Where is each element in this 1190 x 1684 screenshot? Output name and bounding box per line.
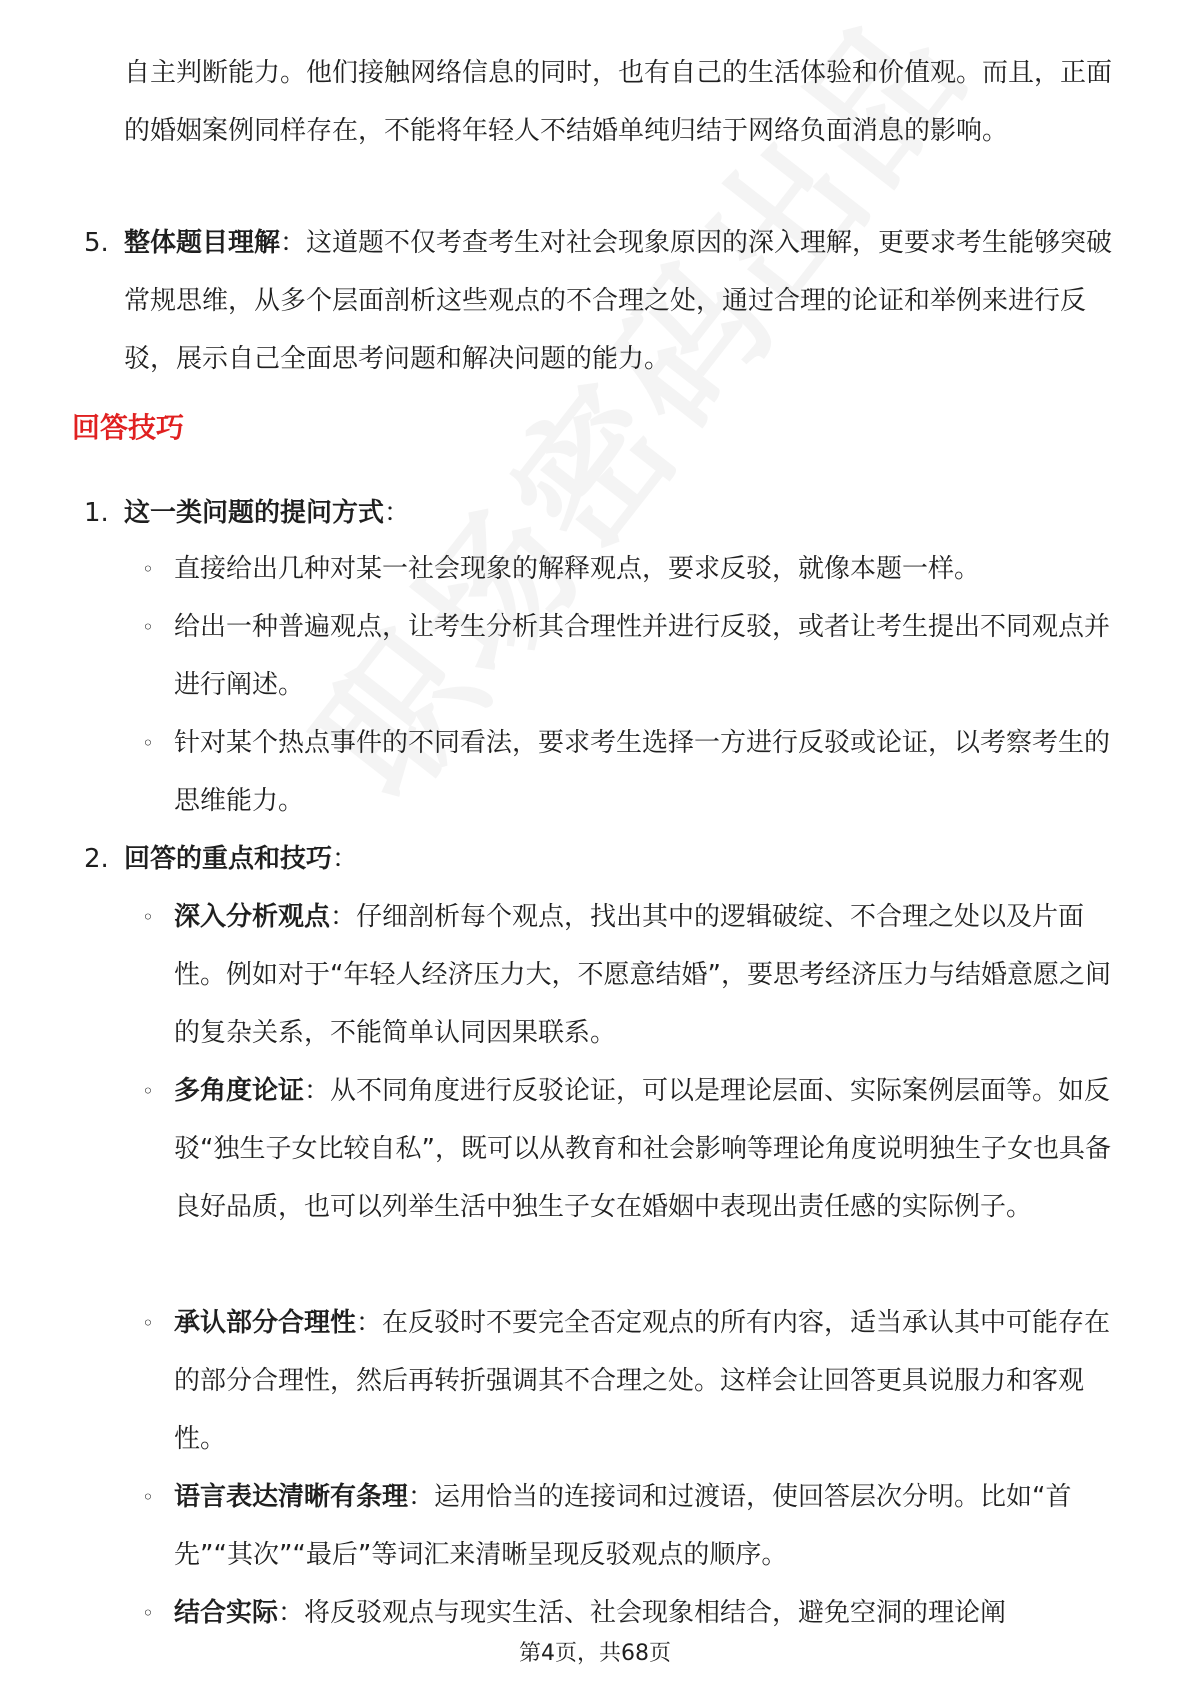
paragraph-continuation: 自主判断能力。他们接触网络信息的同时，也有自己的生活体验和价值观。而且，正面的婚姻案例同样存在，不能将年轻人不结婚单纯归结于网络负面消息的影响。 [124, 58, 1113, 146]
tip-text: ：将反驳观点与现实生活、社会现象相结合，避免空洞的理论阐 [278, 1598, 1007, 1628]
list-number: 2. [84, 844, 109, 874]
list-number: 1. [84, 498, 109, 528]
section-heading: 回答技巧 [72, 411, 185, 444]
tip-title: 多角度论证 [174, 1076, 305, 1106]
sub-list-item [174, 1468, 1134, 1584]
bullet-icon: ◦ [142, 1311, 154, 1335]
sub-list-item [174, 1062, 1134, 1236]
sub-list-item: 针对某个热点事件的不同看法，要求考生选择一方进行反驳或论证，以考察考生的思维能力。 [174, 728, 1111, 816]
item-text: ：这道题不仅考查考生对社会现象原因的深入理解，更要求考生能够突破常规思维，从多个层面剖析这些观点的不合理之处，通过合理的论证和举例来进行反驳，展示自己全面思考问题和解决问题的能力。 [124, 228, 1113, 374]
sub-list-item [174, 1294, 1134, 1468]
item-title: 回答的重点和技巧 [124, 844, 333, 874]
tip-title: 结合实际 [174, 1598, 279, 1628]
bullet-icon: ◦ [142, 1485, 154, 1509]
item-title: 这一类问题的提问方式 [124, 498, 385, 528]
tip-text: ：运用恰当的连接词和过渡语，使回答层次分明。比如“首先”“其次”“最后”等词汇来清晰呈现反驳观点的顺序。 [174, 1482, 1072, 1570]
bullet-icon: ◦ [142, 557, 154, 581]
tip-text: ：仔细剖析每个观点，找出其中的逻辑破绽、不合理之处以及片面性。例如对于“年轻人经济压力大，不愿意结婚”，要思考经济压力与结婚意愿之间的复杂关系，不能简单认同因果联系。 [174, 902, 1111, 1048]
tip-title: 深入分析观点 [174, 902, 331, 932]
tip-title: 语言表达清晰有条理 [174, 1482, 409, 1512]
bullet-icon: ◦ [142, 1601, 154, 1625]
sub-list-item: 直接给出几种对某一社会现象的解释观点，要求反驳，就像本题一样。 [174, 554, 981, 584]
list-item [124, 214, 1124, 388]
bullet-icon: ◦ [142, 1079, 154, 1103]
sub-list-item [174, 888, 1134, 1062]
list-item-title [124, 830, 358, 888]
sub-list-item: 给出一种普遍观点，让考生分析其合理性并进行反驳，或者让考生提出不同观点并进行阐述。 [174, 612, 1111, 700]
bullet-icon: ◦ [142, 731, 154, 755]
list-item-title [124, 484, 410, 542]
sub-list-item [174, 1584, 1134, 1642]
tip-text: ：从不同角度进行反驳论证，可以是理论层面、实际案例层面等。如反驳“独生子女比较自私”，既可以从教育和社会影响等理论角度说明独生子女也具备良好品质，也可以列举生活中独生子女在婚姻中表现出责任感的实际例子。 [174, 1076, 1111, 1222]
item-colon: ： [384, 498, 411, 528]
tip-text: ：在反驳时不要完全否定观点的所有内容，适当承认其中可能存在的部分合理性，然后再转折强调其不合理之处。这样会让回答更具说服力和客观性。 [174, 1308, 1111, 1454]
bullet-icon: ◦ [142, 615, 154, 639]
list-number: 5. [84, 228, 109, 258]
tip-title: 承认部分合理性 [174, 1308, 357, 1338]
bullet-icon: ◦ [142, 905, 154, 929]
item-title: 整体题目理解 [124, 228, 281, 258]
page-footer: 第4页，共68页 [519, 1641, 671, 1666]
item-colon: ： [332, 844, 359, 874]
